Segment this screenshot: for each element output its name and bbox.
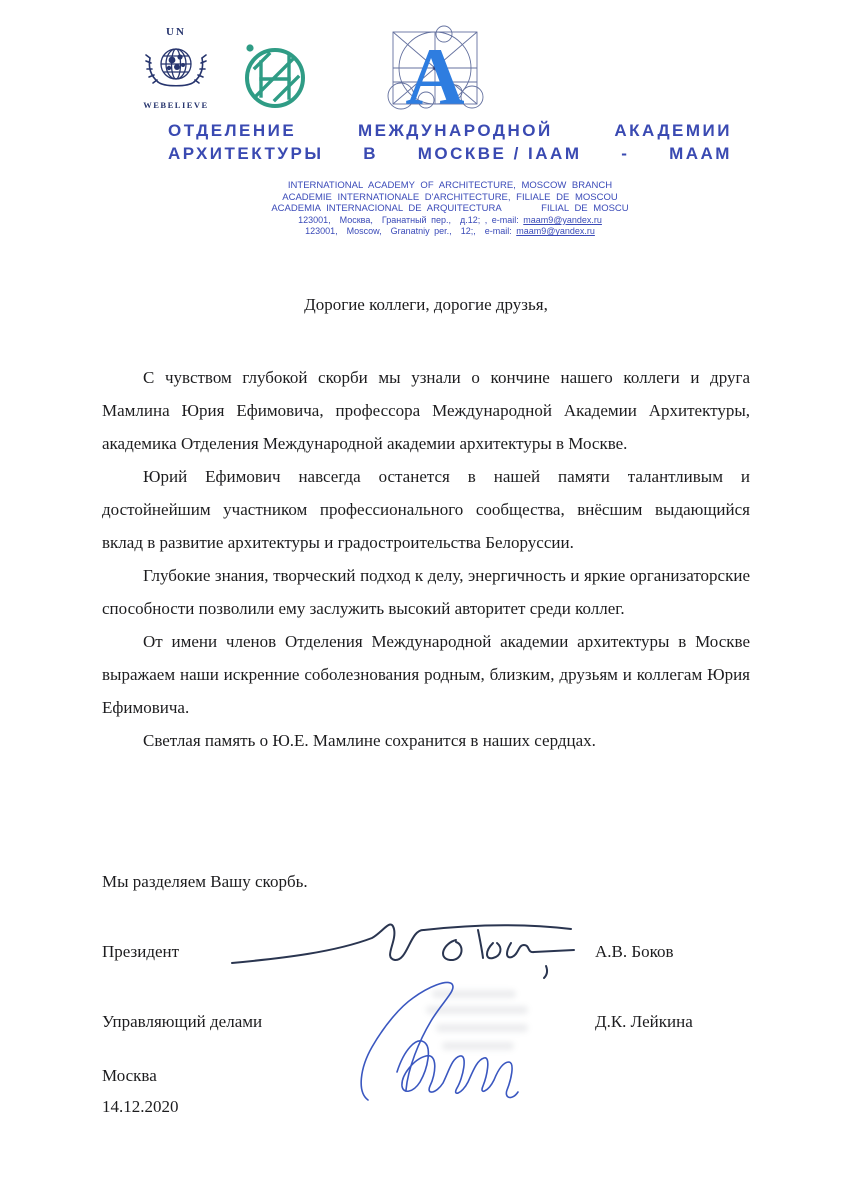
role-manager: Управляющий делами [102,1012,263,1031]
un-logo-top-label: UN [166,26,186,38]
address-en-text: 123001, Moscow, Granatniy per., 12;, e-mail: [305,226,517,237]
address-line-ru [168,215,732,227]
date-line: 14.12.2020 [102,1097,179,1116]
title-word: - [621,144,630,163]
closing-line: Мы разделяем Вашу скорбь. [102,872,308,891]
title-word: АРХИТЕКТУРЫ [168,144,324,163]
city-line: Москва [102,1066,157,1085]
org-title-line-1 [168,119,732,142]
un-logo-bottom-label: WEBELIEVE [143,100,209,110]
email-link-en[interactable]: maam9@yandex.ru [516,226,595,237]
org-title-line-2 [168,142,732,165]
paragraph: От имени членов Отделения Международной академии архитектуры в Москве выражаем наши искренние соболезнования родным, близким, друзьям и коллегам Юрия Ефимовича. [102,632,750,717]
title-word: В [363,144,378,163]
iaa-monogram-icon [238,38,308,110]
subtitle-line-fr: ACADEMIE INTERNATIONALE D'ARCHITECTURE, FILIALE DE MOSCOU [282,191,618,203]
paragraph: Юрий Ефимович навсегда останется в нашей памяти талантливым и достойнейшим участником профессионального сообщества, внёсшим выдающийся вклад в развитие архитектуры и градостроительства Белоруссии. [102,467,750,552]
title-word: АКАДЕМИИ [614,121,732,140]
org-title [168,119,732,165]
title-word: ОТДЕЛЕНИЕ [168,121,297,140]
un-emblem-icon [131,38,221,94]
name-bokov: А.В. Боков [595,942,674,961]
address-ru-text: 123001, Москва, Гранатный пер., д.12; , e-mail: [298,214,524,225]
title-word: МЕЖДУНАРОДНОЙ [357,121,553,140]
title-word: МААМ [669,144,732,163]
title-word: МОСКВЕ / IAAM [417,144,582,163]
un-logo [131,26,221,112]
letter-a-glyph: A [405,31,465,114]
name-leykina: Д.К. Лейкина [595,1012,693,1031]
signature-row-president [102,942,750,962]
ink-bleed-artifact [436,1024,528,1032]
salutation: Дорогие коллеги, дорогие друзья, [304,295,548,314]
constructed-a-icon [384,24,486,114]
ink-bleed-artifact [432,990,516,998]
letter-body [102,288,750,757]
email-link-ru[interactable]: maam9@yandex.ru [523,214,602,225]
paragraph: С чувством глубокой скорби мы узнали о кончине нашего коллеги и друга Мамлина Юрия Ефимовича, профессора Международной Академии Архитектуры, академика Отделения Международной академии архитектуры в Москве. [102,368,750,453]
role-president: Президент [102,942,180,961]
ink-bleed-artifact [442,1042,514,1050]
paragraphs [102,361,750,757]
subtitle-line-en: INTERNATIONAL ACADEMY OF ARCHITECTURE, MOSCOW BRANCH [287,180,613,191]
paragraph: Светлая память о Ю.Е. Мамлине сохранится в наших сердцах. [143,731,596,750]
iaa-circle-logo [238,38,308,110]
academy-a-logo [384,24,486,114]
signature-row-manager [102,1012,750,1032]
paragraph: Глубокие знания, творческий подход к делу, энергичность и яркие организаторские способности позволили ему заслужить высокий авторитет среди коллег. [102,566,750,618]
subtitle-line-es: ACADEMIA INTERNACIONAL DE ARQUITECTURA FILIAL DE MOSCU [271,203,629,215]
org-subtitle [168,180,732,238]
ink-bleed-artifact [426,1006,528,1014]
address-line-en [168,226,732,238]
